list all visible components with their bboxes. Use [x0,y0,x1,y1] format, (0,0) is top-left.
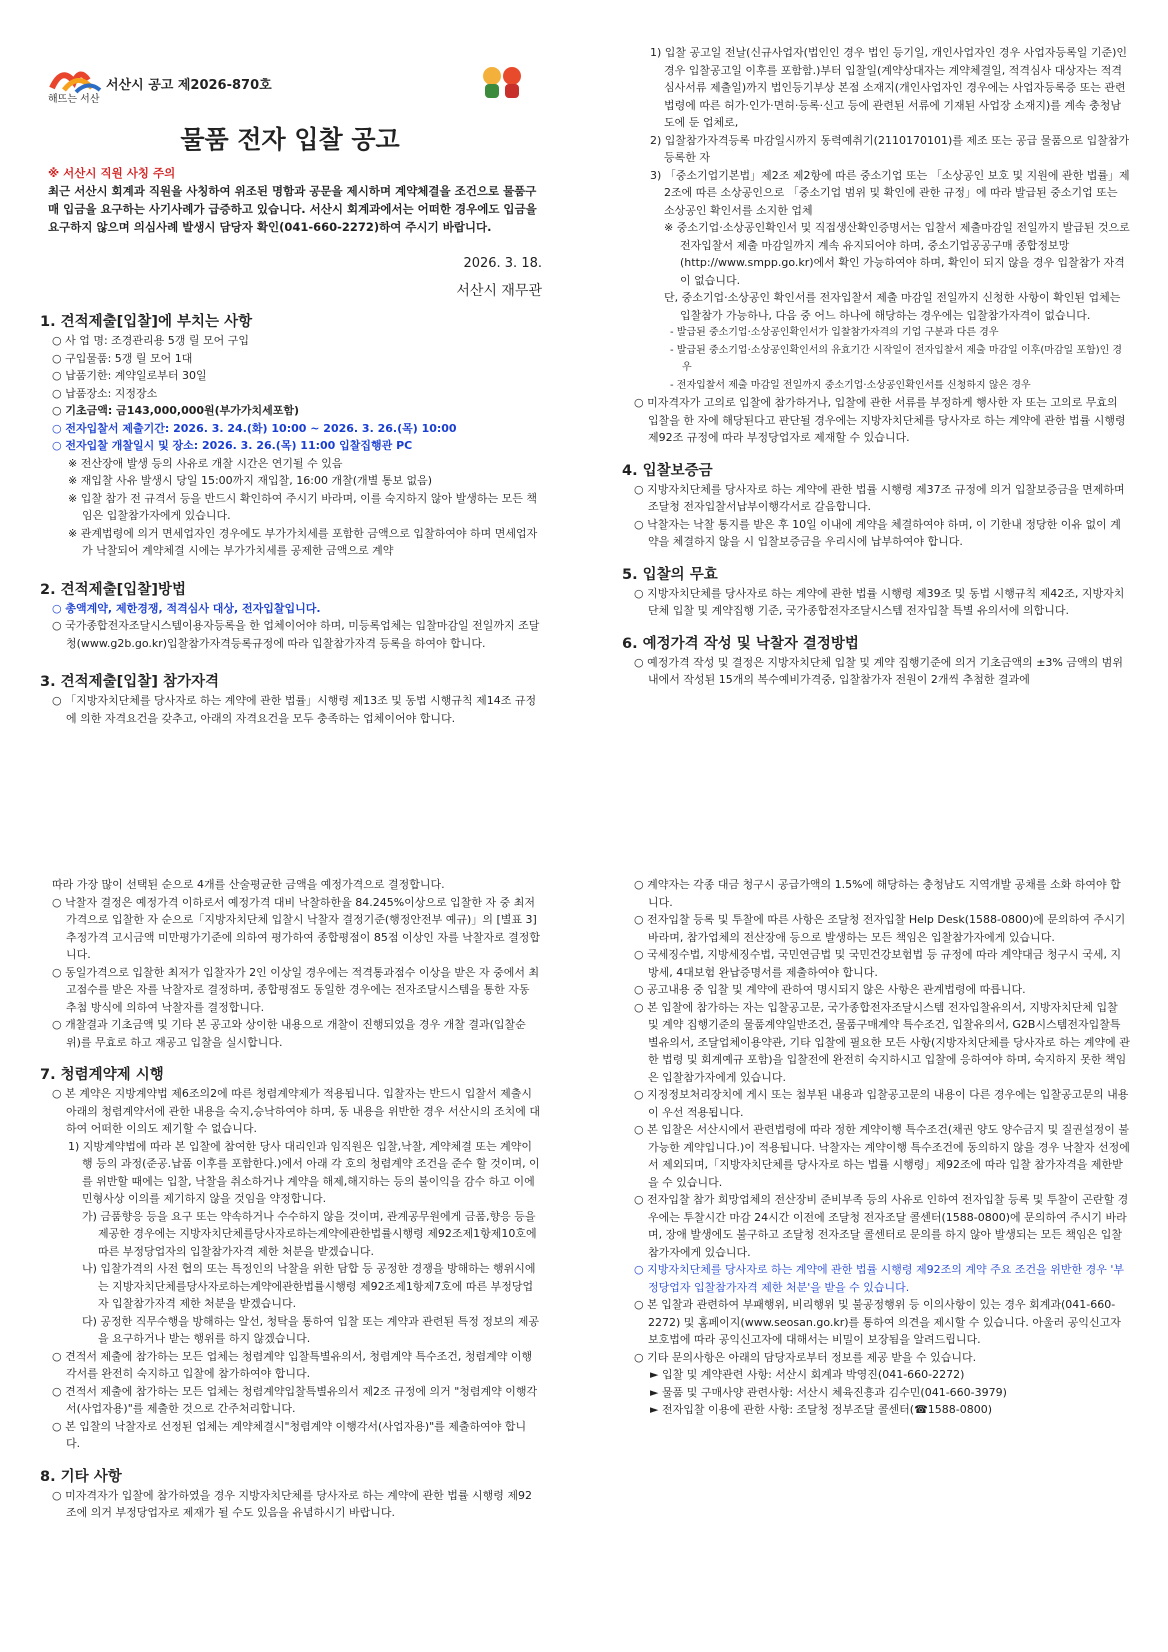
contact-eprocurement: ► 전자입찰 이용에 관한 사항: 조달청 정부조달 콜센터(☎1588-0800) [650,1403,993,1416]
section-6-title: 6. 예정가격 작성 및 낙찰자 결정방법 [622,635,859,652]
s3-note: ※ 중소기업·소상공인확인서 및 직접생산확인증명서는 입찰서 제출마감일 전일까지 발급된 것으로 전자입찰서 제출 마감일까지 계속 유지되어야 하며, 중소기업공공구매 종합정보망(http://www.smpp.go.kr)에서 확인 가능하여야 하며, 확인이 되지 않을 경우 입찰참가 자격이 없습니다. [664,221,1130,287]
s6-item: ○ 동일가격으로 입찰한 최저가 입찰자가 2인 이상일 경우에는 적격통과점수 이상을 받은 자 중에서 최고점수를 받은 자를 낙찰자로 결정하며, 종합평점도 동일한 경우에는 전자조달시스템을 통한 자동 추첨 방식에 의하여 낙찰자를 결정합니다. [52,965,540,1014]
mascot-icon [478,64,526,100]
page2-left-column [40,876,540,1522]
s1-opening-time: ○ 전자입찰 개찰일시 및 장소: 2026. 3. 26.(목) 11:00 입찰집행관 PC [52,439,413,452]
s3-item: ○ 미자격자가 고의로 입찰에 참가하거나, 입찰에 관한 서류를 부정하게 행사한 자 또는 고의로 무효의 입찰을 한 자에 해당된다고 판단될 경우에는 지방자치단체를 당사자로 하는 계약에 관한 법률 시행령 제92조 규정에 따라 부정당업자로 제재할 수 있습니다. [634,396,1126,444]
section-2-title: 2. 견적제출[입찰]방법 [40,581,186,598]
section-1-title: 1. 견적제출[입찰]에 부치는 사항 [40,314,253,330]
warning-body: 최근 서산시 회계과 직원을 사칭하여 위조된 명함과 공문을 제시하며 계약체결을 조건으로 물품구매 입금을 요구하는 사기사례가 급증하고 있습니다. 서산시 회계과에서는 어떠한 경우에도 입금을 요구하지 않으며 의심사례 발생시 담당자 확인(041-660-2272)하여 주시기 바랍니다. [48,184,537,234]
s8-item: ○ 공고내용 중 입찰 및 계약에 관하여 명시되지 않은 사항은 관계법령에 따릅니다. [634,983,1026,996]
s1-note: ※ 관계법령에 의거 면세업자인 경우에도 부가가치세를 포함한 금액으로 입찰하여야 하며 면세업자가 낙찰되어 계약체결 시에는 부가가치세를 공제한 금액으로 계약 [68,526,538,557]
s8-item: ○ 전자입찰 참가 희망업체의 전산장비 준비부족 등의 사유로 인하여 전자입찰 등록 및 투찰이 곤란할 경우에는 투찰시간 마감 24시간 이전에 조달청 전자조달 콜센터(1588-0800)에 문의하여 주시기 바라며, 장애 발생에도 불구하고 조달청 전자조달 콜센터로 문의를 하지 않아 발생되는 모든 책임은 입찰참가자에게 있습니다. [634,1193,1129,1259]
page-title: 물품 전자 입찰 공고 [180,125,400,154]
s4-item: ○ 지방자치단체를 당사자로 하는 계약에 관한 법률 시행령 제37조 규정에 의거 입찰보증금을 면제하며 조달청 전자입찰서납부이행각서로 갈음합니다. [634,482,1125,513]
s1-submit-period: ○ 전자입찰서 제출기간: 2026. 3. 24.(화) 10:00 ~ 2026. 3. 26.(목) 10:00 [52,421,457,435]
s3-qualification: 1) 입찰 공고일 전날(신규사업자(법인인 경우 법인 등기일, 개인사업자인 경우 사업자등록일 기준)인 경우 입찰공고일 이후를 포함함.)부터 입찰일(계약상대자는 계약체결일, 적격심사 대상자는 적격심사서류 제출일)까지 법인등기부상 본점 소재지(개인사업자인 경우에는 사업자등록증 또는 관련법령에 따른 허가·인가·면허·등록·신고 등에 관련된 서류에 기재된 사업장 소재지)를 계속 충청남도에 둔 업체로, [650,46,1128,129]
s3-note: 단, 중소기업·소상공인 확인서를 전자입찰서 제출 마감일 전일까지 신청한 사항이 확인된 업체는 입찰참가 가능하나, 다음 중 어느 하나에 해당하는 경우에는 입찰참가자격이 없습니다. [664,291,1121,322]
contact-goods: ► 물품 및 구매사양 관련사항: 서산시 체육진흥과 김수민(041-660-3979) [650,1385,1007,1399]
s7-clause: 가) 금품향응 등을 요구 또는 약속하거나 수수하지 않을 것이며, 관계공무원에게 금품,향응 등을 제공한 경우에는 지방자치단체를당사자로하는계약에관한법률시행령 제92조제1항제10호에 따른 부정당업자의 입찰참가자격 제한 처분을 받겠습니다. [82,1209,537,1258]
s8-item: ○ 본 입찰에 참가하는 자는 입찰공고문, 국가종합전자조달시스템 전자입찰유의서, 지방자치단체 입찰 및 계약 집행기준의 물품계약일반조건, 물품구매계약 특수조건, 입찰유의서, G2B시스템전자입찰특별유의서, 조달업체이용약관, 기타 입찰에 필요한 모든 사항(지방자치단체를 당사자로 하는 계약에 관한 법령 및 회계예규 포함)을 입찰전에 완전히 숙지하시고 입찰에 응하여야 하며, 숙지하지 못한 책임은 입찰참가자에게 있습니다. [634,1000,1130,1084]
s8-item: ○ 본 입찰은 서산시에서 관련법령에 따라 정한 계약이행 특수조건(채권 양도 양수금지 및 질권설정이 불가능한 계약입니다.)이 적용됩니다. 낙찰자는 계약이행 특수조건에 동의하지 않을 경우 낙찰자 선정에서 제외되며,「지방자치단체를 당사자로 하는 법률 시행령」제92조에 따라 입찰 참가자격을 제한받을 수 있습니다. [634,1123,1130,1189]
logo-text: 해뜨는 서산 [48,94,100,105]
section-8-title: 8. 기타 사항 [40,1468,122,1485]
s6-item: ○ 예정가격 작성 및 결정은 지방자치단체 입찰 및 계약 집행기준에 의거 기초금액의 ±3% 금액의 범위내에서 작성된 15개의 복수예비가격중, 입찰참가자 전원이 2개씩 추첨한 결과에 [634,655,1124,686]
s8-item-warning: ○ 지방자치단체를 당사자로 하는 계약에 관한 법률 시행령 제92조의 계약 주요 조건을 위반한 경우 '부정당업자 입찰참가자격 제한 처분'을 받을 수 있습니다. [634,1263,1124,1294]
section-5-title: 5. 입찰의 무효 [622,566,718,583]
s8-item: ○ 기타 문의사항은 아래의 담당자로부터 정보를 제공 받을 수 있습니다. [634,1350,977,1364]
s3-subnote: - 전자입찰서 제출 마감일 전일까지 중소기업·소상공인확인서를 신청하지 않은 경우 [670,379,1031,391]
warning-box [48,164,542,236]
s3-qualification: 3) 「중소기업기본법」제2조 제2항에 따른 중소기업 또는 「소상공인 보호 및 지원에 관한 법률」제2조에 따른 소상공인으로 「중소기업 범위 및 확인에 관한 규정」에 따라 발급된 중소기업 또는 소상공인 확인서를 소지한 업체 [650,168,1130,217]
s1-base-amount: ○ 기초금액: 금143,000,000원(부가가치세포함) [52,404,300,417]
warning-title: ※ 서산시 직원 사칭 주의 [48,166,176,180]
s1-note: ※ 재입찰 사유 발생시 당일 15:00까지 재입찰, 16:00 개찰(개별 통보 없음) [68,474,433,487]
s1-note: ※ 입찰 참가 전 규격서 등을 반드시 확인하여 주시기 바라며, 이를 숙지하지 않아 발생하는 모든 책임은 입찰참가자에게 있습니다. [68,491,537,522]
s7-item: ○ 본 입찰의 낙찰자로 선정된 업체는 계약체결시"청렴계약 이행각서(사업자용)"를 제출하여야 합니다. [52,1419,527,1450]
page1-left-column [40,312,540,727]
notice-number: 서산시 공고 제2026-870호 [106,78,272,93]
s6-item-cont: 따라 가장 많이 선택된 순으로 4개를 산술평균한 금액을 예정가격으로 결정합니다. [52,878,445,891]
s1-item: ○ 사 업 명: 조경관리용 5갱 릴 모어 구입 [52,334,250,347]
s3-qualification: 2) 입찰참가자격등록 마감일시까지 동력예취기(2110170101)를 제조 또는 공급 물품으로 입찰참가 등록한 자 [650,133,1130,164]
s7-subitem: 1) 지방계약법에 따라 본 입찰에 참여한 당사 대리인과 임직원은 입찰,낙찰, 계약체결 또는 계약이행 등의 과정(준공.납품 이후를 포함한다.)에서 아래 각 호의 청렴계약 조건을 준수 할 것이며, 이를 위반할 때에는 입찰, 낙찰을 취소하거나 계약을 해제,해지하는 등의 불이익을 감수 하고 이에 민형사상 이의를 제기하지 않을 것임을 약정합니다. [68,1139,540,1205]
s2-item: ○ 총액계약, 제한경쟁, 적격심사 대상, 전자입찰입니다. [52,601,321,615]
s1-item: ○ 구입물품: 5갱 릴 모어 1대 [52,351,193,365]
s7-item: ○ 본 계약은 지방계약법 제6조의2에 따른 청렴계약제가 적용됩니다. 입찰자는 반드시 입찰서 제출시 아래의 청렴계약서에 관한 내용을 숙지,승낙하여야 하며, 동 내용을 위반한 경우 서산시의 조치에 대하여 어떠한 이의도 제기할 수 없습니다. [52,1087,540,1135]
s8-item: ○ 계약자는 각종 대금 청구시 공급가액의 1.5%에 해당하는 충청남도 지역개발 공채를 소화 하여야 합니다. [634,878,1121,909]
page1-right-column [622,44,1130,689]
s7-item: ○ 견적서 제출에 참가하는 모든 업체는 청렴계약 입찰특별유의서, 청렴계약 특수조건, 청렴계약 이행각서를 완전히 숙지하고 입찰에 참가하여야 합니다. [52,1349,533,1380]
page2-right-column [622,876,1130,1419]
s1-note: ※ 전산장애 발생 등의 사유로 개찰 시간은 연기될 수 있음 [68,456,343,470]
s3-subnote: - 발급된 중소기업·소상공인확인서의 유효기간 시작일이 전자입찰서 제출 마감일 이후(마감일 포함)인 경우 [670,344,1123,373]
notice-date: 2026. 3. 18. [463,256,542,271]
contact-bid: ► 입찰 및 계약관련 사항: 서산시 회계과 박영진(041-660-2272) [650,1368,965,1381]
s5-item: ○ 지방자치단체를 당사자로 하는 계약에 관한 법률 시행령 제39조 및 동법 시행규칙 제42조, 지방자치단체 입찰 및 계약집행 기준, 국가종합전자조달시스템 전자입찰 특별 유의서에 의합니다. [634,586,1125,617]
s3-subnote: - 발급된 중소기업·소상공인확인서가 입찰참가자격의 기업 구분과 다른 경우 [670,327,999,338]
s7-item: ○ 견적서 제출에 참가하는 모든 업체는 청렴계약입찰특별유의서 제2조 규정에 의거 "청렴계약 이행각서(사업자용)"를 제출한 것으로 간주처리합니다. [52,1384,538,1415]
s6-item: ○ 낙찰자 결정은 예정가격 이하로서 예정가격 대비 낙찰하한율 84.245%이상으로 입찰한 자 중 최저가격으로 입찰한 자 순으로「지방자치단체 입찰시 낙찰자 결정기준(행정안전부 예규)」의 [별표 3] 추정가격 고시금액 미만평가기준에 의하여 평가하여 종합평점이 85점 이상인 자를 낙찰자로 결정합니다. [52,895,540,961]
signer: 서산시 재무관 [456,283,542,299]
section-3-title: 3. 견적제출[입찰] 참가자격 [40,674,220,690]
s8-item: ○ 전자입찰 등록 및 투찰에 따른 사항은 조달청 전자입찰 Help Desk(1588-0800)에 문의하여 주시기 바라며, 참가업체의 전산장애 등으로 발생하는 모든 책임은 입찰참가자에게 있습니다. [634,913,1126,944]
s6-item: ○ 개찰결과 기초금액 및 기타 본 공고와 상이한 내용으로 개찰이 진행되었을 경우 개찰 결과(입찰순위)를 무효로 하고 재공고 입찰을 실시합니다. [52,1018,526,1049]
s4-item: ○ 낙찰자는 낙찰 통지를 받은 후 10일 이내에 계약을 체결하여야 하며, 이 기한내 정당한 이유 없이 계약을 체결하지 않을 시 입찰보증금을 우리시에 납부하여야 합니다. [634,517,1121,548]
s1-item: ○ 납품장소: 지정장소 [52,386,158,400]
s8-item: ○ 미자격자가 입찰에 참가하였을 경우 지방자치단체를 당사자로 하는 계약에 관한 법률 시행령 제92조에 의거 부정당업자로 제재가 될 수도 있음을 유념하시기 바랍니다. [52,1488,532,1519]
s8-item: ○ 국세징수법, 지방세징수법, 국민연금법 및 국민건강보험법 등 규정에 따라 계약대금 청구시 국세, 지방세, 4대보험 완납증명서를 제출하여야 합니다. [634,948,1122,979]
s7-clause: 나) 입찰가격의 사전 협의 또는 특정인의 낙찰을 위한 담합 등 공정한 경쟁을 방해하는 행위시에는 지방자치단체를당사자로하는계약에관한법률시행령 제92조제1항제7호에 따른 부정당업자 입찰참가자격 제한 처분을 받겠습니다. [82,1262,536,1310]
section-4-title: 4. 입찰보증금 [622,462,713,479]
s8-item: ○ 지정정보처리장치에 게시 또는 첨부된 내용과 입찰공고문의 내용이 다른 경우에는 입찰공고문의 내용이 우선 적용됩니다. [634,1088,1129,1119]
s8-item: ○ 본 입찰과 관련하여 부패행위, 비리행위 및 불공정행위 등 이의사항이 있는 경우 회계과(041-660-2272) 및 홈페이지(www.seosan.go.kr)를 통하여 의견을 제시할 수 있습니다. 아울러 공익신고자보호법에 따라 공익신고자에 대해서는 비밀이 보장됨을 알려드립니다. [634,1298,1121,1346]
s1-item: ○ 납품기한: 계약일로부터 30일 [52,369,207,382]
s7-clause: 다) 공정한 직무수행을 방해하는 알선, 청탁을 통하여 입찰 또는 계약과 관련된 특정 정보의 제공을 요구하거나 받는 행위를 하지 않겠습니다. [82,1314,540,1345]
s2-item: ○ 국가종합전자조달시스템이용자등록을 한 업체이어야 하며, 미등록업체는 입찰마감일 전일까지 조달청(www.g2b.go.kr)입찰참가자격등록규정에 따라 입찰참가자격 등록을 하여야 합니다. [52,619,540,650]
s3-item: ○ 「지방자치단체를 당사자로 하는 계약에 관한 법률」시행령 제13조 및 동법 시행규칙 제14조 규정에 의한 자격요건을 갖추고, 아래의 자격요건을 모두 충족하는 업체이어야 합니다. [52,694,537,725]
section-7-title: 7. 청렴계약제 시행 [40,1067,164,1083]
